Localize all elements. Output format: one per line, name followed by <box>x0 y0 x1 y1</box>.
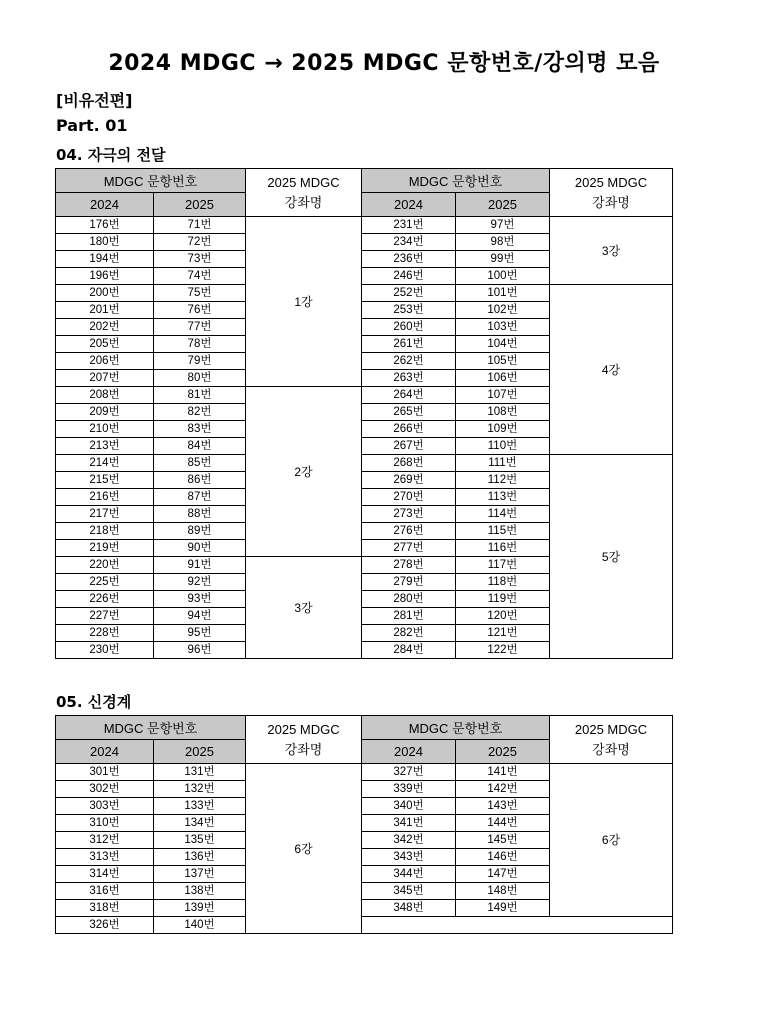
cell-2025: 77번 <box>154 319 246 336</box>
cell-2025: 102번 <box>456 302 550 319</box>
cell-2025: 138번 <box>154 883 246 900</box>
cell-2024: 341번 <box>362 815 456 832</box>
cell-2024: 339번 <box>362 781 456 798</box>
cell-2025: 122번 <box>456 642 550 659</box>
table-row <box>56 217 673 234</box>
cell-2025: 140번 <box>154 917 246 934</box>
cell-2025: 118번 <box>456 574 550 591</box>
cell-2025: 99번 <box>456 251 550 268</box>
header-2025-left: 2025 <box>154 193 246 217</box>
cell-2025: 94번 <box>154 608 246 625</box>
cell-2024: 218번 <box>56 523 154 540</box>
cell-2024: 213번 <box>56 438 154 455</box>
cell-2025: 85번 <box>154 455 246 472</box>
document-title: 2024 MDGC → 2025 MDGC 문항번호/강의명 모음 <box>108 51 660 76</box>
table-row <box>56 917 673 934</box>
mapping-table-04 <box>55 168 673 659</box>
cell-2024: 214번 <box>56 455 154 472</box>
cell-2024: 348번 <box>362 900 456 917</box>
cell-2025: 107번 <box>456 387 550 404</box>
cell-2025: 147번 <box>456 866 550 883</box>
header-2025-left: 2025 <box>154 740 246 764</box>
cell-2025: 98번 <box>456 234 550 251</box>
cell-2024: 226번 <box>56 591 154 608</box>
section-heading-04: 04. 자극의 전달 <box>56 146 166 164</box>
cell-2025: 141번 <box>456 764 550 781</box>
lecture-cell: 2강 <box>246 387 362 557</box>
cell-2024: 281번 <box>362 608 456 625</box>
cell-2024: 220번 <box>56 557 154 574</box>
cell-2024: 302번 <box>56 781 154 798</box>
cell-2025: 101번 <box>456 285 550 302</box>
cell-2024: 318번 <box>56 900 154 917</box>
cell-2024: 342번 <box>362 832 456 849</box>
cell-2024: 252번 <box>362 285 456 302</box>
cell-2025: 82번 <box>154 404 246 421</box>
cell-2025: 95번 <box>154 625 246 642</box>
cell-2025: 144번 <box>456 815 550 832</box>
header-group-left: MDGC 문항번호 <box>56 169 246 193</box>
cell-2024: 268번 <box>362 455 456 472</box>
cell-2025: 83번 <box>154 421 246 438</box>
cell-2025: 84번 <box>154 438 246 455</box>
cell-2025: 113번 <box>456 489 550 506</box>
cell-2024: 205번 <box>56 336 154 353</box>
cell-2025: 93번 <box>154 591 246 608</box>
lecture-cell: 6강 <box>246 764 362 934</box>
cell-2025: 78번 <box>154 336 246 353</box>
cell-2024: 326번 <box>56 917 154 934</box>
lecture-cell: 6강 <box>550 764 673 917</box>
cell-2024: 210번 <box>56 421 154 438</box>
lecture-cell: 5강 <box>550 455 673 659</box>
header-lecture-right: 2025 MDGC 강좌명 <box>550 169 673 217</box>
cell-2024: 209번 <box>56 404 154 421</box>
cell-2025: 100번 <box>456 268 550 285</box>
cell-2024: 260번 <box>362 319 456 336</box>
cell-2025: 73번 <box>154 251 246 268</box>
cell-2024: 301번 <box>56 764 154 781</box>
cell-2025: 91번 <box>154 557 246 574</box>
cell-2024: 264번 <box>362 387 456 404</box>
cell-2025: 146번 <box>456 849 550 866</box>
cell-2025: 145번 <box>456 832 550 849</box>
cell-2024: 273번 <box>362 506 456 523</box>
lecture-cell: 3강 <box>246 557 362 659</box>
cell-2025: 133번 <box>154 798 246 815</box>
cell-2025: 86번 <box>154 472 246 489</box>
blank-cell <box>362 917 673 934</box>
cell-2024: 176번 <box>56 217 154 234</box>
cell-2024: 196번 <box>56 268 154 285</box>
cell-2024: 314번 <box>56 866 154 883</box>
cell-2024: 228번 <box>56 625 154 642</box>
lecture-cell: 1강 <box>246 217 362 387</box>
header-lecture-left: 2025 MDGC 강좌명 <box>246 169 362 217</box>
cell-2025: 143번 <box>456 798 550 815</box>
part-label: Part. 01 <box>56 116 128 135</box>
cell-2025: 115번 <box>456 523 550 540</box>
cell-2025: 117번 <box>456 557 550 574</box>
cell-2024: 262번 <box>362 353 456 370</box>
cell-2024: 270번 <box>362 489 456 506</box>
cell-2025: 135번 <box>154 832 246 849</box>
cell-2024: 344번 <box>362 866 456 883</box>
table-row <box>56 285 673 302</box>
cell-2025: 75번 <box>154 285 246 302</box>
cell-2025: 136번 <box>154 849 246 866</box>
cell-2024: 200번 <box>56 285 154 302</box>
header-group-right: MDGC 문항번호 <box>362 169 550 193</box>
cell-2024: 225번 <box>56 574 154 591</box>
cell-2024: 253번 <box>362 302 456 319</box>
cell-2024: 219번 <box>56 540 154 557</box>
header-2025-right: 2025 <box>456 740 550 764</box>
cell-2025: 108번 <box>456 404 550 421</box>
cell-2025: 131번 <box>154 764 246 781</box>
cell-2025: 139번 <box>154 900 246 917</box>
cell-2024: 327번 <box>362 764 456 781</box>
header-2024-right: 2024 <box>362 740 456 764</box>
cell-2024: 231번 <box>362 217 456 234</box>
cell-2025: 137번 <box>154 866 246 883</box>
cell-2025: 71번 <box>154 217 246 234</box>
cell-2024: 267번 <box>362 438 456 455</box>
cell-2025: 103번 <box>456 319 550 336</box>
header-group-right: MDGC 문항번호 <box>362 716 550 740</box>
cell-2024: 227번 <box>56 608 154 625</box>
header-lecture-right: 2025 MDGC 강좌명 <box>550 716 673 764</box>
cell-2024: 316번 <box>56 883 154 900</box>
cell-2025: 116번 <box>456 540 550 557</box>
cell-2025: 106번 <box>456 370 550 387</box>
table-row <box>56 455 673 472</box>
cell-2025: 90번 <box>154 540 246 557</box>
cell-2024: 208번 <box>56 387 154 404</box>
cell-2024: 180번 <box>56 234 154 251</box>
cell-2024: 310번 <box>56 815 154 832</box>
cell-2025: 109번 <box>456 421 550 438</box>
cell-2024: 279번 <box>362 574 456 591</box>
cell-2024: 201번 <box>56 302 154 319</box>
cell-2025: 105번 <box>456 353 550 370</box>
table-row <box>56 764 673 781</box>
cell-2025: 74번 <box>154 268 246 285</box>
cell-2024: 217번 <box>56 506 154 523</box>
cell-2024: 230번 <box>56 642 154 659</box>
cell-2024: 269번 <box>362 472 456 489</box>
cell-2024: 234번 <box>362 234 456 251</box>
cell-2024: 246번 <box>362 268 456 285</box>
cell-2025: 148번 <box>456 883 550 900</box>
cell-2024: 194번 <box>56 251 154 268</box>
cell-2024: 278번 <box>362 557 456 574</box>
cell-2024: 236번 <box>362 251 456 268</box>
cell-2025: 87번 <box>154 489 246 506</box>
cell-2024: 343번 <box>362 849 456 866</box>
cell-2025: 111번 <box>456 455 550 472</box>
header-2024-left: 2024 <box>56 193 154 217</box>
cell-2024: 303번 <box>56 798 154 815</box>
cell-2024: 265번 <box>362 404 456 421</box>
cell-2025: 149번 <box>456 900 550 917</box>
cell-2025: 96번 <box>154 642 246 659</box>
cell-2024: 284번 <box>362 642 456 659</box>
cell-2025: 112번 <box>456 472 550 489</box>
cell-2024: 276번 <box>362 523 456 540</box>
header-2024-left: 2024 <box>56 740 154 764</box>
document-subtitle: [비유전편] <box>56 91 133 110</box>
cell-2025: 89번 <box>154 523 246 540</box>
cell-2025: 97번 <box>456 217 550 234</box>
cell-2024: 263번 <box>362 370 456 387</box>
mapping-table-05 <box>55 715 673 934</box>
cell-2024: 280번 <box>362 591 456 608</box>
cell-2025: 121번 <box>456 625 550 642</box>
cell-2024: 345번 <box>362 883 456 900</box>
cell-2025: 92번 <box>154 574 246 591</box>
header-2025-right: 2025 <box>456 193 550 217</box>
header-group-left: MDGC 문항번호 <box>56 716 246 740</box>
cell-2025: 119번 <box>456 591 550 608</box>
cell-2025: 81번 <box>154 387 246 404</box>
cell-2025: 120번 <box>456 608 550 625</box>
lecture-cell: 3강 <box>550 217 673 285</box>
cell-2024: 313번 <box>56 849 154 866</box>
cell-2025: 72번 <box>154 234 246 251</box>
cell-2025: 114번 <box>456 506 550 523</box>
cell-2024: 312번 <box>56 832 154 849</box>
cell-2025: 134번 <box>154 815 246 832</box>
cell-2024: 282번 <box>362 625 456 642</box>
cell-2025: 79번 <box>154 353 246 370</box>
header-lecture-left: 2025 MDGC 강좌명 <box>246 716 362 764</box>
cell-2025: 76번 <box>154 302 246 319</box>
cell-2024: 340번 <box>362 798 456 815</box>
cell-2025: 132번 <box>154 781 246 798</box>
header-2024-right: 2024 <box>362 193 456 217</box>
cell-2025: 110번 <box>456 438 550 455</box>
cell-2024: 215번 <box>56 472 154 489</box>
cell-2025: 142번 <box>456 781 550 798</box>
cell-2025: 80번 <box>154 370 246 387</box>
cell-2024: 207번 <box>56 370 154 387</box>
cell-2024: 277번 <box>362 540 456 557</box>
cell-2024: 216번 <box>56 489 154 506</box>
lecture-cell: 4강 <box>550 285 673 455</box>
cell-2025: 104번 <box>456 336 550 353</box>
cell-2024: 261번 <box>362 336 456 353</box>
cell-2025: 88번 <box>154 506 246 523</box>
cell-2024: 206번 <box>56 353 154 370</box>
section-heading-05: 05. 신경계 <box>56 693 132 711</box>
cell-2024: 202번 <box>56 319 154 336</box>
cell-2024: 266번 <box>362 421 456 438</box>
